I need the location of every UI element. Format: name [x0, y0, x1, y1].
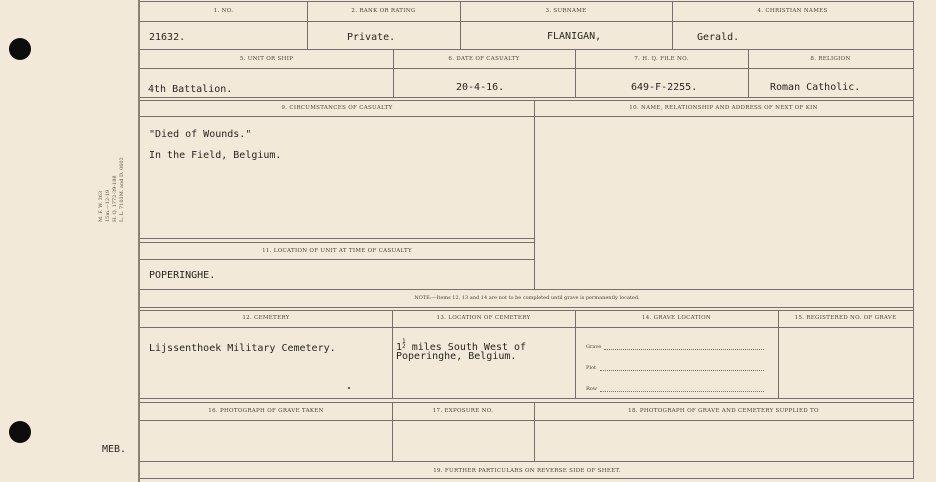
distance-text: miles South West of [411, 342, 527, 353]
form-print-reference: M. F. W. 363 15m.—12-19 H. Q. 1772-39-188 L. L. 7103M. and D. 0602 [98, 157, 125, 222]
header-photograph-supplied: 18. PHOTOGRAPH OF GRAVE AND CEMETERY SUPPLIED TO [628, 408, 819, 414]
circumstances-line-2: In the Field, Belgium. [149, 150, 282, 161]
file-no-value: 649-F-2255. [631, 82, 698, 93]
header-file-no: 7. H. Q. FILE NO. [634, 56, 689, 62]
header-next-of-kin: 10. NAME, RELATIONSHIP AND ADDRESS OF NEXT OF KIN [629, 105, 818, 111]
header-grave-location: 14. GRAVE LOCATION [641, 315, 712, 321]
unit-value: 4th Battalion. [148, 84, 233, 95]
distance-fraction: 1 2 [402, 338, 406, 350]
cemetery-location-line-2: Poperinghe, Belgium. [396, 351, 517, 362]
surname-value: FLANIGAN, [547, 31, 602, 42]
header-rank: 2. RANK OR RATING [351, 8, 416, 14]
grave-line [604, 349, 764, 350]
header-number: 1. NO. [213, 8, 234, 14]
ink-dot [348, 387, 350, 389]
header-unit: 5. UNIT OR SHIP [239, 56, 294, 62]
completion-note: NOTE:—Items 12, 13 and 14 are not to be completed until grave is permanently located. [414, 295, 640, 301]
rank-value: Private. [347, 32, 396, 43]
header-date: 6. DATE OF CASUALTY [448, 56, 520, 62]
plot-line [600, 370, 764, 371]
christian-names-value: Gerald. [697, 32, 740, 43]
binder-hole-bottom [9, 421, 31, 443]
header-cemetery: 12. CEMETERY [242, 315, 290, 321]
header-photograph-taken: 16. PHOTOGRAPH OF GRAVE TAKEN [208, 408, 324, 414]
row-label: Row [586, 386, 598, 392]
header-cemetery-location: 13. LOCATION OF CEMETERY [436, 315, 531, 321]
header-registered-no: 15. REGISTERED NO. OF GRAVE [794, 315, 897, 321]
header-circumstances: 9. CIRCUMSTANCES OF CASUALTY [281, 105, 393, 111]
binder-hole-top [9, 38, 31, 60]
plot-label: Plot [586, 365, 596, 371]
grave-label: Grave [586, 344, 602, 350]
header-religion: 8. RELIGION [810, 56, 851, 62]
unit-location-value: POPERINGHE. [149, 270, 216, 281]
circumstances-line-1: "Died of Wounds." [149, 129, 252, 140]
row-line [600, 391, 764, 392]
religion-value: Roman Catholic. [770, 82, 861, 93]
footer-further-particulars: 19. FURTHER PARTICULARS ON REVERSE SIDE OF SHEET. [433, 468, 621, 474]
clerk-initials: MEB. [102, 444, 127, 455]
service-number: 21632. [149, 32, 186, 43]
distance-whole: 1 [396, 342, 403, 353]
header-unit-location: 11. LOCATION OF UNIT AT TIME OF CASUALTY [262, 248, 412, 254]
date-value: 20-4-16. [456, 82, 505, 93]
header-surname: 3. SURNAME [545, 8, 587, 14]
header-exposure-no: 17. EXPOSURE NO. [432, 408, 494, 414]
header-christian-names: 4. CHRISTIAN NAMES [757, 8, 828, 14]
cemetery-value: Lijssenthoek Military Cemetery. [149, 343, 336, 354]
